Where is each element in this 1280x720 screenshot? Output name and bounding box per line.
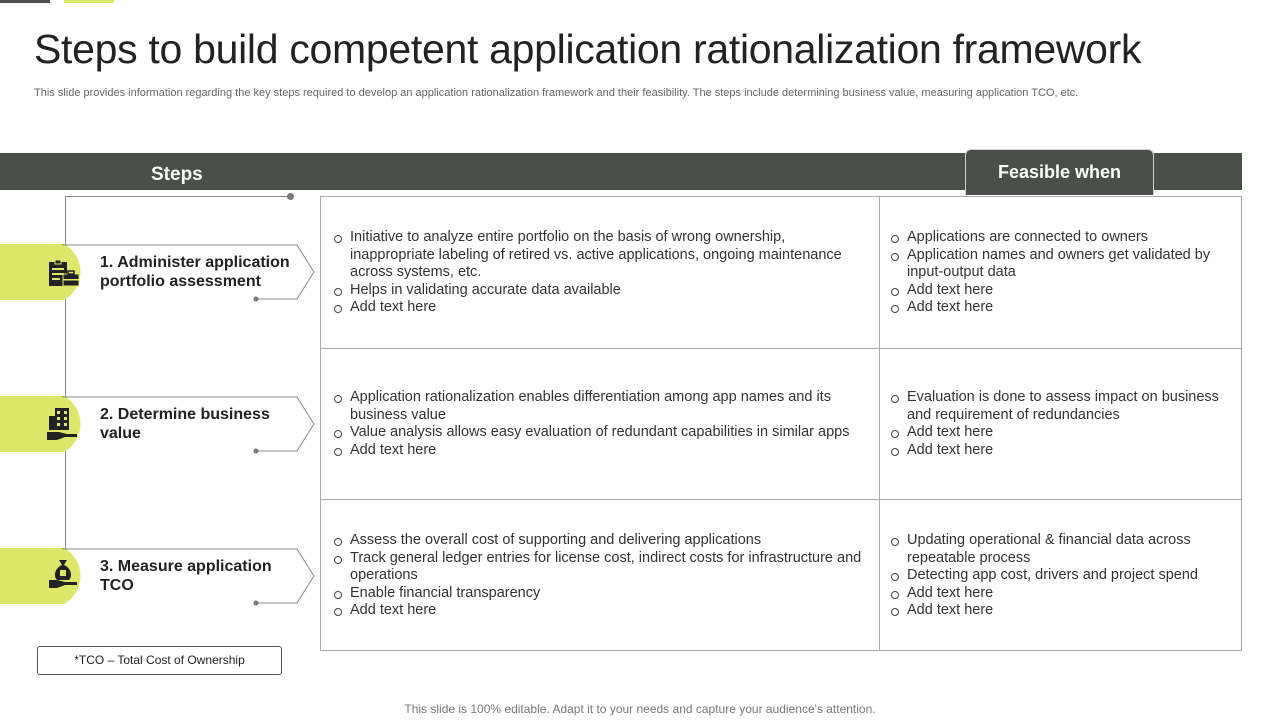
feasible-column-header: Feasible when — [965, 149, 1154, 195]
step-3-feasible-item: Add text here — [890, 602, 1235, 620]
step-3-label: 3. Measure application TCO — [100, 558, 272, 594]
step-1-details — [333, 229, 869, 317]
step-2-detail-item: Value analysis allows easy evaluation of redundant capabilities in similar apps — [333, 424, 869, 442]
step-2-feasible-item: Add text here — [890, 424, 1235, 442]
step-1-label: 1. Administer application portfolio assessment — [100, 254, 290, 290]
row-divider-2 — [321, 499, 1241, 500]
step-3 — [0, 548, 320, 612]
top-accent-lime — [64, 0, 114, 3]
steps-column-header: Steps — [151, 164, 203, 185]
assessment-clipboard-icon — [45, 258, 81, 294]
top-accent-dark — [0, 0, 50, 3]
step-1-feasible-item: Application names and owners get validated by input-output data — [890, 247, 1235, 282]
step-1-feasible — [890, 229, 1235, 317]
page-subtitle: This slide provides information regarding the key steps required to develop an application rationalization framework and their feasibility. The steps include determining business value, measuring application TCO, etc. — [34, 87, 1079, 99]
business-building-hand-icon — [45, 406, 81, 442]
step-3-detail-item: Enable financial transparency — [333, 585, 869, 603]
step-2 — [0, 396, 320, 460]
step-2-details — [333, 389, 869, 459]
step-2-feasible — [890, 389, 1235, 459]
step-2-detail-item: Application rationalization enables differentiation among app names and its business value — [333, 389, 869, 424]
step-1-feasible-item: Applications are connected to owners — [890, 229, 1235, 247]
step-3-detail-item: Assess the overall cost of supporting and delivering applications — [333, 532, 869, 550]
step-2-feasible-item: Evaluation is done to assess impact on business and requirement of redundancies — [890, 389, 1235, 424]
step-1-feasible-item: Add text here — [890, 299, 1235, 317]
money-bag-hand-icon — [45, 556, 81, 592]
footer-text: This slide is 100% editable. Adapt it to your needs and capture your audience's attention. — [404, 702, 876, 716]
step-3-feasible-item: Detecting app cost, drivers and project spend — [890, 567, 1235, 585]
step-1 — [0, 244, 320, 308]
step-3-feasible-item: Add text here — [890, 585, 1235, 603]
step-3-feasible-item: Updating operational & financial data across repeatable process — [890, 532, 1235, 567]
row-divider-1 — [321, 348, 1241, 349]
step-1-detail-item: Add text here — [333, 299, 869, 317]
step-3-detail-item: Track general ledger entries for license cost, indirect costs for infrastructure and operations — [333, 550, 869, 585]
step-2-detail-item: Add text here — [333, 442, 869, 460]
step-3-detail-item: Add text here — [333, 602, 869, 620]
step-3-details — [333, 532, 869, 620]
page-title: Steps to build competent application rationalization framework — [34, 26, 1142, 72]
step-2-label: 2. Determine business value — [100, 406, 270, 442]
column-divider — [879, 197, 880, 650]
step-2-feasible-item: Add text here — [890, 442, 1235, 460]
steps-table — [320, 196, 1242, 651]
connector-dot — [287, 193, 294, 200]
step-3-feasible — [890, 532, 1235, 620]
tco-footnote: *TCO – Total Cost of Ownership — [37, 646, 282, 675]
step-1-feasible-item: Add text here — [890, 282, 1235, 300]
connector-line-top — [65, 196, 291, 197]
step-1-detail-item: Initiative to analyze entire portfolio on the basis of wrong ownership, inappropriate labeling of retired vs. active applications, ongoing maintenance across systems, etc. — [333, 229, 869, 282]
step-1-detail-item: Helps in validating accurate data available — [333, 282, 869, 300]
